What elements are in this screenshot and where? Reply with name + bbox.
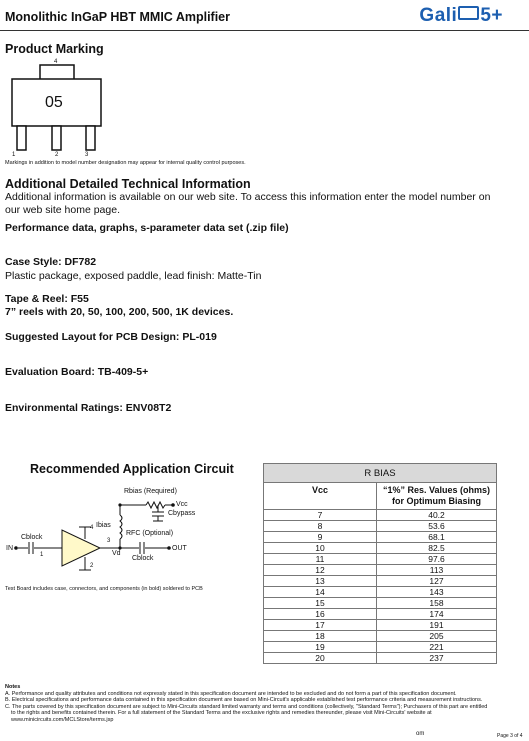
vcc-cell: 8 [264,521,377,532]
rfc-inductor [120,515,122,539]
pin-label-3: 3 [85,152,89,158]
table-row [264,543,497,554]
vcc-cell: 17 [264,620,377,631]
rbias-table-wrap [263,463,497,664]
table-row [264,631,497,642]
header-rule [0,30,529,31]
test-board-note: Test Board includes case, connectors, and components (in bold) soldered to PCB [5,586,203,592]
cblock-out-label: Cblock [132,555,154,562]
resistance-cell: 191 [377,620,497,631]
resistance-cell: 113 [377,565,497,576]
note-b: B. Electrical specifications and performance data contained in this specification document are based on Mini-Circuit's applicable established test performance criteria and measurement instructions. [5,697,483,703]
vcc-label: Vcc [176,501,188,508]
col-header-resistance-line1: “1%” Res. Values (ohms) [382,485,491,495]
tape-reel-title: Tape & Reel: F55 [5,293,89,305]
cbypass-label: Cbypass [168,510,196,517]
tape-reel-desc: 7” reels with 20, 50, 100, 200, 500, 1K devices. [5,306,234,318]
resistance-cell: 97.6 [377,554,497,565]
rfc-label: RFC (Optional) [126,530,174,537]
rbias-table [263,463,497,664]
vcc-cell: 10 [264,543,377,554]
additional-info-line1: Additional information is available on our web site. To access this information enter the model number on [5,191,491,203]
logo-text-left: Gali [419,5,458,26]
resistance-cell: 205 [377,631,497,642]
circuit-heading: Recommended Application Circuit [30,462,234,476]
rbias-label: Rbias (Required) [124,488,177,495]
resistance-cell: 53.6 [377,521,497,532]
vcc-terminal [171,503,175,507]
brand-logo [419,5,503,27]
col-header-resistance [377,483,497,510]
package-marking-diagram [0,58,140,160]
pcb-layout-link[interactable]: Suggested Layout for PCB Design: PL-019 [5,331,217,343]
vcc-cell: 16 [264,609,377,620]
case-style-desc: Plastic package, exposed paddle, lead finish: Matte-Tin [5,270,262,282]
package-icon [458,6,479,20]
out-terminal [167,546,171,550]
resistance-cell: 221 [377,642,497,653]
resistance-cell: 174 [377,609,497,620]
pin-2-lead [52,126,61,150]
logo-text-right: 5+ [480,5,503,26]
rbias-resistor [146,502,165,508]
in-label: IN [6,545,13,552]
table-row [264,620,497,631]
evaluation-board-link[interactable]: Evaluation Board: TB-409-5+ [5,366,149,378]
table-row [264,642,497,653]
bias-node [118,503,121,506]
pin-4-label: 4 [90,525,94,531]
in-terminal [14,546,18,550]
vcc-cell: 20 [264,653,377,664]
cblock-in-label: Cblock [21,534,43,541]
pin-label-4: 4 [54,59,58,65]
pin-label-2: 2 [55,152,59,158]
environmental-ratings-link[interactable]: Environmental Ratings: ENV08T2 [5,402,172,414]
vcc-cell: 7 [264,510,377,521]
note-c-line1: C. The parts covered by this specification document are subject to Mini-Circuits standard limited warranty and terms and conditions (collectively, "Standard Terms"); Purchasers of this part are entitled [5,703,488,710]
table-row [264,554,497,565]
notes-title: Notes [5,684,21,690]
document-title: Monolithic InGaP HBT MMIC Amplifier [5,10,230,24]
vcc-cell: 11 [264,554,377,565]
resistance-cell: 158 [377,598,497,609]
marking-code: 05 [45,94,63,111]
resistance-cell: 127 [377,576,497,587]
pin-1-label: 1 [40,552,44,558]
vcc-cell: 12 [264,565,377,576]
resistance-cell: 237 [377,653,497,664]
footer-url-fragment: om [416,731,425,737]
resistance-cell: 143 [377,587,497,598]
pin-2-label: 2 [90,563,94,569]
vcc-cell: 15 [264,598,377,609]
note-a: A. Performance and quality attributes and conditions not expressly stated in this specification document are intended to be excluded and do not form a part of this specification document. [5,690,457,697]
vcc-cell: 19 [264,642,377,653]
table-row [264,598,497,609]
table-row [264,521,497,532]
marking-note: Markings in addition to model number designation may appear for internal quality control purposes. [5,160,246,166]
vcc-cell: 18 [264,631,377,642]
table-row [264,532,497,543]
pin-1-lead [17,126,26,150]
performance-data-link[interactable]: Performance data, graphs, s-parameter data set (.zip file) [5,222,289,234]
ibias-label: Ibias [96,522,111,529]
out-label: OUT [172,545,187,552]
resistance-cell: 68.1 [377,532,497,543]
amplifier-symbol [62,530,100,566]
table-row [264,587,497,598]
table-row [264,653,497,664]
vcc-cell: 13 [264,576,377,587]
note-c-line2: to the rights and benefits contained therein. For a full statement of the Standard Terms and the exclusive rights and remedies thereunder, please visit Mini-Circuits' website at www.minicircuits.com/MCLStore/terms.jsp [11,710,432,723]
pin-label-1: 1 [12,152,16,158]
table-row [264,576,497,587]
additional-info-line2: our web site home page. [5,204,120,216]
product-marking-heading: Product Marking [5,42,104,56]
resistance-cell: 40.2 [377,510,497,521]
col-header-vcc: Vcc [264,483,377,510]
table-row [264,510,497,521]
tab-pin [40,65,74,80]
vcc-cell: 14 [264,587,377,598]
vd-label: Vd [112,550,121,557]
additional-info-heading: Additional Detailed Technical Information [5,177,251,191]
col-header-resistance-line2: for Optimum Biasing [391,496,481,506]
pin-3-lead [86,126,95,150]
vcc-cell: 9 [264,532,377,543]
pin-3-label: 3 [107,538,111,544]
page-number: Page 3 of 4 [497,733,523,739]
table-row [264,565,497,576]
table-row [264,609,497,620]
rbias-table-title: R BIAS [264,464,497,483]
resistance-cell: 82.5 [377,543,497,554]
notes-section [5,684,525,723]
case-style-title: Case Style: DF782 [5,256,97,268]
